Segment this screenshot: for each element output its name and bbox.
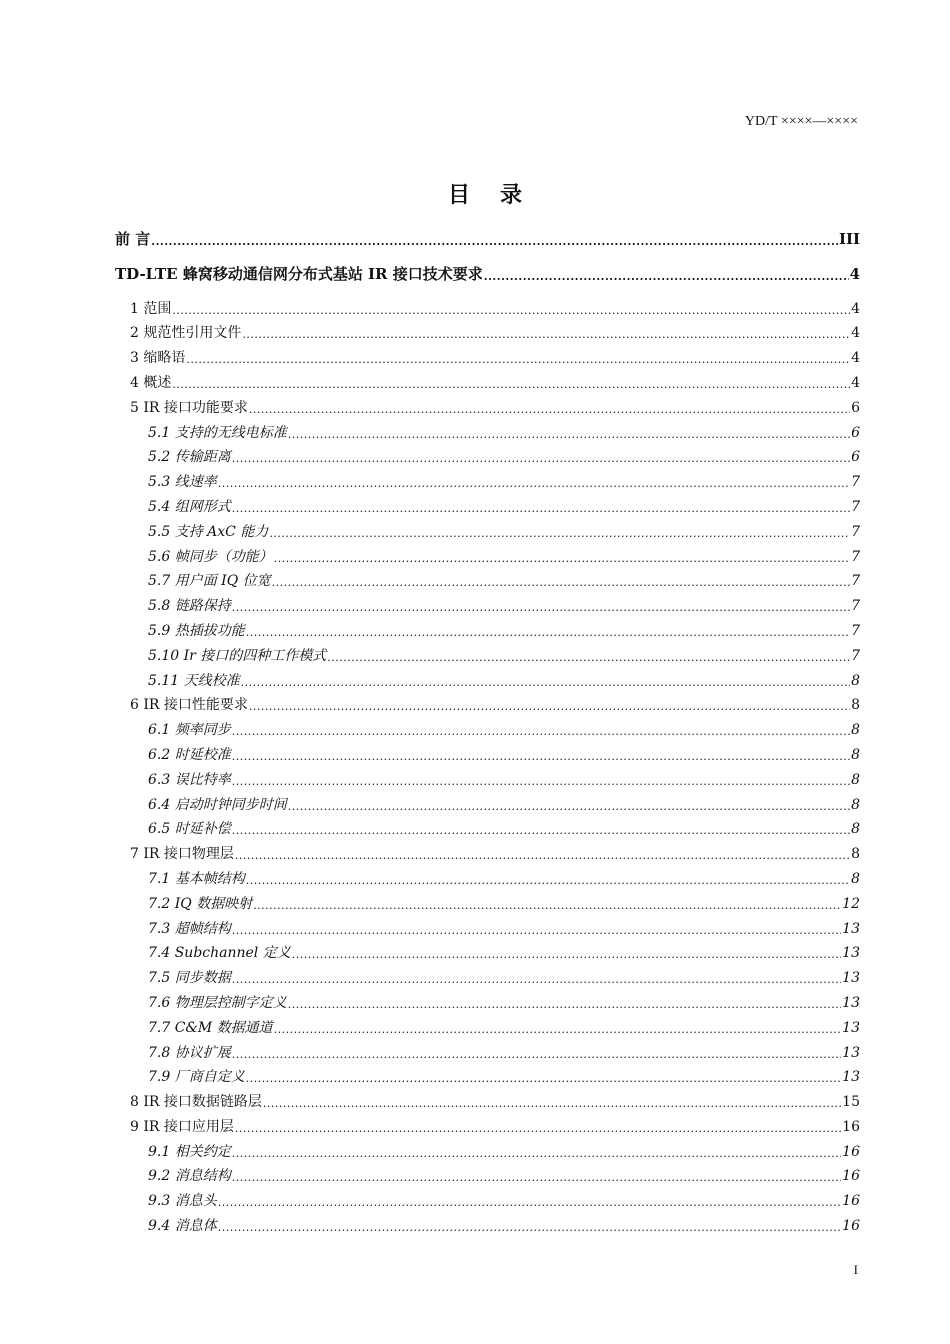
toc-entry[interactable]	[115, 298, 860, 323]
toc-entry-label: 6 IR 接口性能要求	[130, 697, 248, 714]
toc-leader-dots	[249, 398, 850, 416]
toc-entry-label: 7.7 C&M 数据通道	[148, 1019, 273, 1036]
toc-entry-page: 8	[851, 697, 860, 714]
toc-leader-dots	[232, 919, 841, 937]
toc-entry[interactable]	[115, 1017, 860, 1042]
toc-leader-dots	[232, 1043, 841, 1061]
toc-entry[interactable]	[115, 645, 860, 670]
toc-entry[interactable]	[115, 570, 860, 595]
toc-entry-page: 8	[851, 821, 860, 838]
toc-entry-label: 6.5 时延补偿	[148, 821, 231, 838]
toc-entry-page: 16	[842, 1168, 860, 1185]
toc-entry-label: 6.4 启动时钟同步时间	[148, 796, 287, 813]
toc-entry[interactable]	[115, 595, 860, 620]
toc-leader-dots	[218, 472, 850, 490]
toc-entry-page: 8	[851, 870, 860, 887]
toc-leader-dots	[172, 299, 850, 317]
toc-leader-dots	[235, 844, 850, 862]
toc-leader-dots	[249, 695, 850, 713]
toc-entry[interactable]	[115, 263, 860, 288]
toc-entry-label: 7.6 物理层控制字定义	[148, 994, 287, 1011]
toc-entry[interactable]	[115, 868, 860, 893]
toc-leader-dots	[241, 671, 850, 689]
toc-entry-label: 9 IR 接口应用层	[130, 1118, 234, 1135]
toc-entry[interactable]	[115, 670, 860, 695]
toc-entry[interactable]	[115, 397, 860, 422]
toc-leader-dots	[172, 373, 850, 391]
toc-entry[interactable]	[115, 1190, 860, 1215]
toc-entry-label: 7.8 协议扩展	[148, 1044, 231, 1061]
toc-leader-dots	[232, 1142, 841, 1160]
toc-entry-page: 15	[842, 1094, 860, 1111]
toc-entry-page: 13	[842, 1019, 860, 1036]
toc-entry[interactable]	[115, 1091, 860, 1116]
toc-entry-label: 1 范围	[130, 300, 172, 317]
toc-entry-page: 7	[851, 573, 860, 590]
toc-entry-label: 7.1 基本帧结构	[148, 870, 245, 887]
toc-leader-dots	[288, 795, 850, 813]
toc-leader-dots	[292, 943, 841, 961]
toc-leader-dots	[232, 720, 850, 738]
toc-entry-page: 6	[851, 399, 860, 416]
toc-entry[interactable]	[115, 992, 860, 1017]
toc-leader-dots	[232, 1166, 841, 1184]
toc-leader-dots	[246, 1067, 841, 1085]
toc-entry[interactable]	[115, 893, 860, 918]
toc-entry[interactable]	[115, 228, 860, 253]
toc-entry-page: 4	[851, 300, 860, 317]
toc-entry-label: 3 缩略语	[130, 350, 186, 367]
toc-entry-label: 5.1 支持的无线电标准	[148, 424, 287, 441]
toc-entry[interactable]	[115, 446, 860, 471]
toc-entry-page: 7	[851, 523, 860, 540]
toc-entry-page: 13	[842, 1069, 860, 1086]
toc-entry-page: 13	[842, 920, 860, 937]
toc-entry-page: 13	[842, 945, 860, 962]
document-code: YD/T ××××—××××	[744, 114, 858, 129]
toc-entry[interactable]	[115, 769, 860, 794]
toc-leader-dots	[232, 596, 850, 614]
toc-entry-page: 13	[842, 970, 860, 987]
toc-entry-label: 9.3 消息头	[148, 1193, 217, 1210]
toc-leader-dots	[288, 423, 850, 441]
toc-leader-dots	[274, 1018, 841, 1036]
toc-entry-page: 7	[851, 647, 860, 664]
toc-entry[interactable]	[115, 918, 860, 943]
toc-entry-label: 6.3 误比特率	[148, 771, 231, 788]
toc-entry-label: 前 言	[115, 230, 151, 248]
toc-leader-dots	[246, 869, 850, 887]
toc-entry-label: 2 规范性引用文件	[130, 325, 242, 342]
toc-entry[interactable]	[115, 347, 860, 372]
toc-entry-label: 6.1 频率同步	[148, 722, 231, 739]
toc-entry[interactable]	[115, 744, 860, 769]
toc-entry-page: 12	[842, 895, 860, 912]
toc-entry[interactable]	[115, 1141, 860, 1166]
toc-entry[interactable]	[115, 843, 860, 868]
toc-entry-label: 4 概述	[130, 374, 172, 391]
toc-entry-label: 7.2 IQ 数据映射	[148, 895, 253, 912]
toc-entry-page: 4	[851, 350, 860, 367]
toc-entry-label: 5.7 用户面 IQ 位宽	[148, 573, 271, 590]
page-title: 目录	[447, 182, 552, 208]
toc-leader-dots	[484, 264, 849, 283]
toc-entry-page: 16	[842, 1193, 860, 1210]
toc-entry[interactable]	[115, 620, 860, 645]
toc-leader-dots	[272, 571, 850, 589]
toc-leader-dots	[232, 447, 850, 465]
toc-entry[interactable]	[115, 372, 860, 397]
toc-entry-label: 5 IR 接口功能要求	[130, 399, 248, 416]
toc-leader-dots	[274, 547, 850, 565]
toc-entry-label: 5.11 天线校准	[148, 672, 240, 689]
toc-entry-page: 4	[849, 264, 860, 283]
toc-entry-page: 8	[851, 771, 860, 788]
page-number: I	[853, 1262, 858, 1277]
toc-entry[interactable]	[115, 521, 860, 546]
toc-entry-page: 7	[851, 548, 860, 565]
toc-entry[interactable]	[115, 422, 860, 447]
toc-leader-dots	[327, 646, 850, 664]
toc-entry-label: 5.5 支持 AxC 能力	[148, 523, 269, 540]
toc-entry[interactable]	[115, 818, 860, 843]
toc-entry-page: 16	[842, 1218, 860, 1235]
toc-entry-label: 5.3 线速率	[148, 474, 217, 491]
toc-leader-dots	[232, 968, 841, 986]
toc-entry-page: 16	[842, 1143, 860, 1160]
toc-entry-label: 9.2 消息结构	[148, 1168, 231, 1185]
toc-entry-label: 6.2 时延校准	[148, 746, 231, 763]
toc-entry[interactable]	[115, 694, 860, 719]
toc-entry-page: 13	[842, 994, 860, 1011]
toc-leader-dots	[288, 993, 841, 1011]
toc-entry-page: 7	[851, 622, 860, 639]
toc-leader-dots	[218, 1216, 841, 1234]
toc-leader-dots	[232, 745, 850, 763]
toc-leader-dots	[151, 229, 838, 248]
toc-entry-label: 9.1 相关约定	[148, 1143, 231, 1160]
toc-entry[interactable]	[115, 496, 860, 521]
toc-entry[interactable]	[115, 1042, 860, 1067]
toc-leader-dots	[269, 522, 850, 540]
toc-entry-label: 5.2 传输距离	[148, 449, 231, 466]
toc-entry-label: 5.4 组网形式	[148, 498, 231, 515]
toc-entry-page: 13	[842, 1044, 860, 1061]
toc-entry-page: 8	[851, 846, 860, 863]
toc-entry[interactable]	[115, 719, 860, 744]
toc-leader-dots	[263, 1092, 841, 1110]
toc-entry-page: 7	[851, 474, 860, 491]
toc-entry-label: 7.5 同步数据	[148, 970, 231, 987]
toc-entry-label: 5.10 Ir 接口的四种工作模式	[148, 647, 327, 664]
toc-entry-label: 7.4 Subchannel 定义	[148, 945, 291, 962]
table-of-contents	[115, 228, 860, 1240]
toc-entry[interactable]	[115, 322, 860, 347]
toc-entry-label: 9.4 消息体	[148, 1218, 217, 1235]
toc-entry[interactable]	[115, 967, 860, 992]
toc-leader-dots	[232, 770, 850, 788]
toc-entry-page: 6	[851, 449, 860, 466]
toc-entry-label: 5.9 热插拔功能	[148, 622, 245, 639]
toc-entry-page: 8	[851, 722, 860, 739]
toc-entry-label: 5.6 帧同步（功能）	[148, 548, 273, 565]
toc-entry-label: 8 IR 接口数据链路层	[130, 1094, 262, 1111]
toc-entry-page: 4	[851, 374, 860, 391]
toc-entry-label: TD-LTE 蜂窝移动通信网分布式基站 IR 接口技术要求	[115, 264, 483, 283]
toc-entry[interactable]	[115, 942, 860, 967]
toc-entry-page: 8	[851, 746, 860, 763]
toc-leader-dots	[246, 621, 850, 639]
toc-leader-dots	[235, 1117, 841, 1135]
toc-entry-label: 7 IR 接口物理层	[130, 846, 234, 863]
toc-entry-page: 8	[851, 796, 860, 813]
toc-entry-label: 5.8 链路保持	[148, 598, 231, 615]
toc-entry-page: III	[838, 230, 860, 248]
toc-entry-page: 8	[851, 672, 860, 689]
toc-entry[interactable]	[115, 546, 860, 571]
toc-entry[interactable]	[115, 794, 860, 819]
toc-leader-dots	[253, 894, 841, 912]
toc-leader-dots	[218, 1191, 841, 1209]
toc-entry[interactable]	[115, 1066, 860, 1091]
toc-leader-dots	[232, 497, 850, 515]
toc-entry-page: 4	[851, 325, 860, 342]
toc-entry[interactable]	[115, 1215, 860, 1240]
toc-leader-dots	[242, 323, 850, 341]
toc-entry-page: 7	[851, 598, 860, 615]
toc-entry-page: 7	[851, 498, 860, 515]
toc-entry-label: 7.3 超帧结构	[148, 920, 231, 937]
toc-entry[interactable]	[115, 1116, 860, 1141]
toc-entry-page: 16	[842, 1118, 860, 1135]
toc-entry[interactable]	[115, 471, 860, 496]
toc-entry[interactable]	[115, 1165, 860, 1190]
toc-leader-dots	[232, 819, 850, 837]
toc-entry-page: 6	[851, 424, 860, 441]
toc-entry-label: 7.9 厂商自定义	[148, 1069, 245, 1086]
toc-leader-dots	[186, 348, 850, 366]
